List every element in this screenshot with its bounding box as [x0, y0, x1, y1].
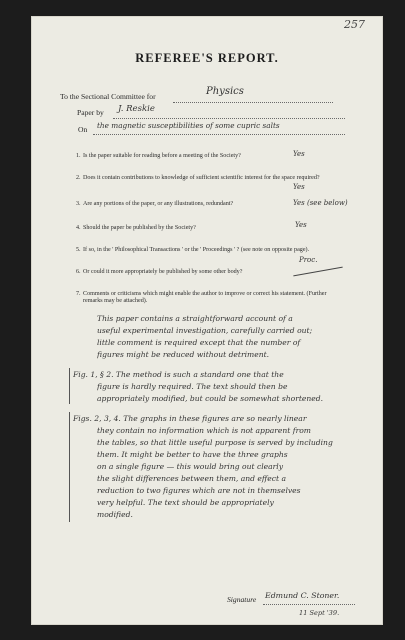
on-label: On: [78, 125, 88, 134]
signature-date: 11 Sept '39.: [299, 609, 340, 617]
question-2: [76, 175, 345, 182]
folio-number: 257: [344, 18, 365, 31]
question-number: 7.: [76, 291, 81, 297]
question-number: 4.: [76, 225, 81, 231]
question-number: 2.: [76, 175, 81, 181]
signature-value: Edmund C. Stoner.: [265, 591, 340, 600]
comment-line: they contain no information which is not apparent from: [97, 426, 311, 435]
on-rule: [93, 134, 345, 135]
signature-rule: [263, 604, 355, 605]
paper-by-rule: [113, 118, 345, 119]
question-text: Should the paper be published by the Society?: [83, 225, 196, 231]
comment-line: the slight differences between them, and effect a: [97, 474, 287, 483]
question-number: 5.: [76, 247, 81, 253]
paper-by-label: Paper by: [77, 108, 104, 117]
to-committee-rule: [173, 102, 333, 103]
answer-1: Yes: [293, 150, 305, 158]
question-number: 1.: [76, 153, 81, 159]
comment-line: Figs. 2, 3, 4. The graphs in these figures are so nearly linear: [73, 414, 307, 423]
margin-bar: [69, 368, 70, 404]
comment-line: This paper contains a straightforward account of a: [97, 314, 293, 323]
question-1: [76, 153, 345, 160]
question-text: If so, in the ' Philosophical Transactions ' or the ' Proceedings ' ? (see note on opposite page).: [83, 247, 310, 253]
margin-bar: [69, 412, 70, 522]
question-text: Does it contain contributions to knowledge of sufficient scientific interest for the space required?: [83, 175, 320, 181]
comment-line: reduction to two figures which are not in themselves: [97, 486, 301, 495]
question-text: Is the paper suitable for reading before a meeting of the Society?: [83, 153, 241, 159]
comment-line: figures might be reduced without detriment.: [97, 350, 270, 359]
report-sheet: [31, 16, 383, 625]
comment-line: useful experimental investigation, carefully carried out;: [97, 326, 313, 335]
question-text: Or could it more appropriately be published by some other body?: [83, 269, 243, 275]
comment-line: them. It might be better to have the three graphs: [97, 450, 288, 459]
answer-3: Yes (see below): [293, 199, 348, 207]
answer-2: Yes: [293, 183, 305, 191]
question-number: 6.: [76, 269, 81, 275]
to-committee-value: Physics: [206, 86, 244, 97]
on-value: the magnetic susceptibilities of some cupric salts: [97, 121, 280, 130]
question-5: [76, 247, 345, 254]
comment-line: modified.: [97, 510, 133, 519]
paper-by-value: J. Reskie: [118, 104, 155, 114]
question-text: Comments or criticisms which might enable the author to improve or correct his statement. (Further remarks may be attached).: [83, 291, 327, 305]
comment-line: the tables, so that little useful purpose is served by including: [97, 438, 333, 447]
answer-5: Proc.: [299, 256, 318, 264]
question-number: 3.: [76, 201, 81, 207]
question-7: [76, 291, 345, 306]
comment-line: appropriately modified, but could be somewhat shortened.: [97, 394, 324, 403]
comment-line: very helpful. The text should be appropriately: [97, 498, 274, 507]
comment-line: Fig. 1, § 2. The method is such a standard one that the: [73, 370, 284, 379]
signature-label: Signature: [227, 595, 257, 604]
question-text: Are any portions of the paper, or any illustrations, redundant?: [83, 201, 234, 207]
page-title: REFEREE'S REPORT.: [135, 51, 279, 65]
comment-line: little comment is required except that the number of: [97, 338, 301, 347]
answer-4: Yes: [295, 221, 307, 229]
to-committee-label: To the Sectional Committee for: [60, 92, 156, 101]
comment-line: on a single figure — this would bring out clearly: [97, 462, 284, 471]
comment-line: figure is hardly required. The text should then be: [97, 382, 288, 391]
